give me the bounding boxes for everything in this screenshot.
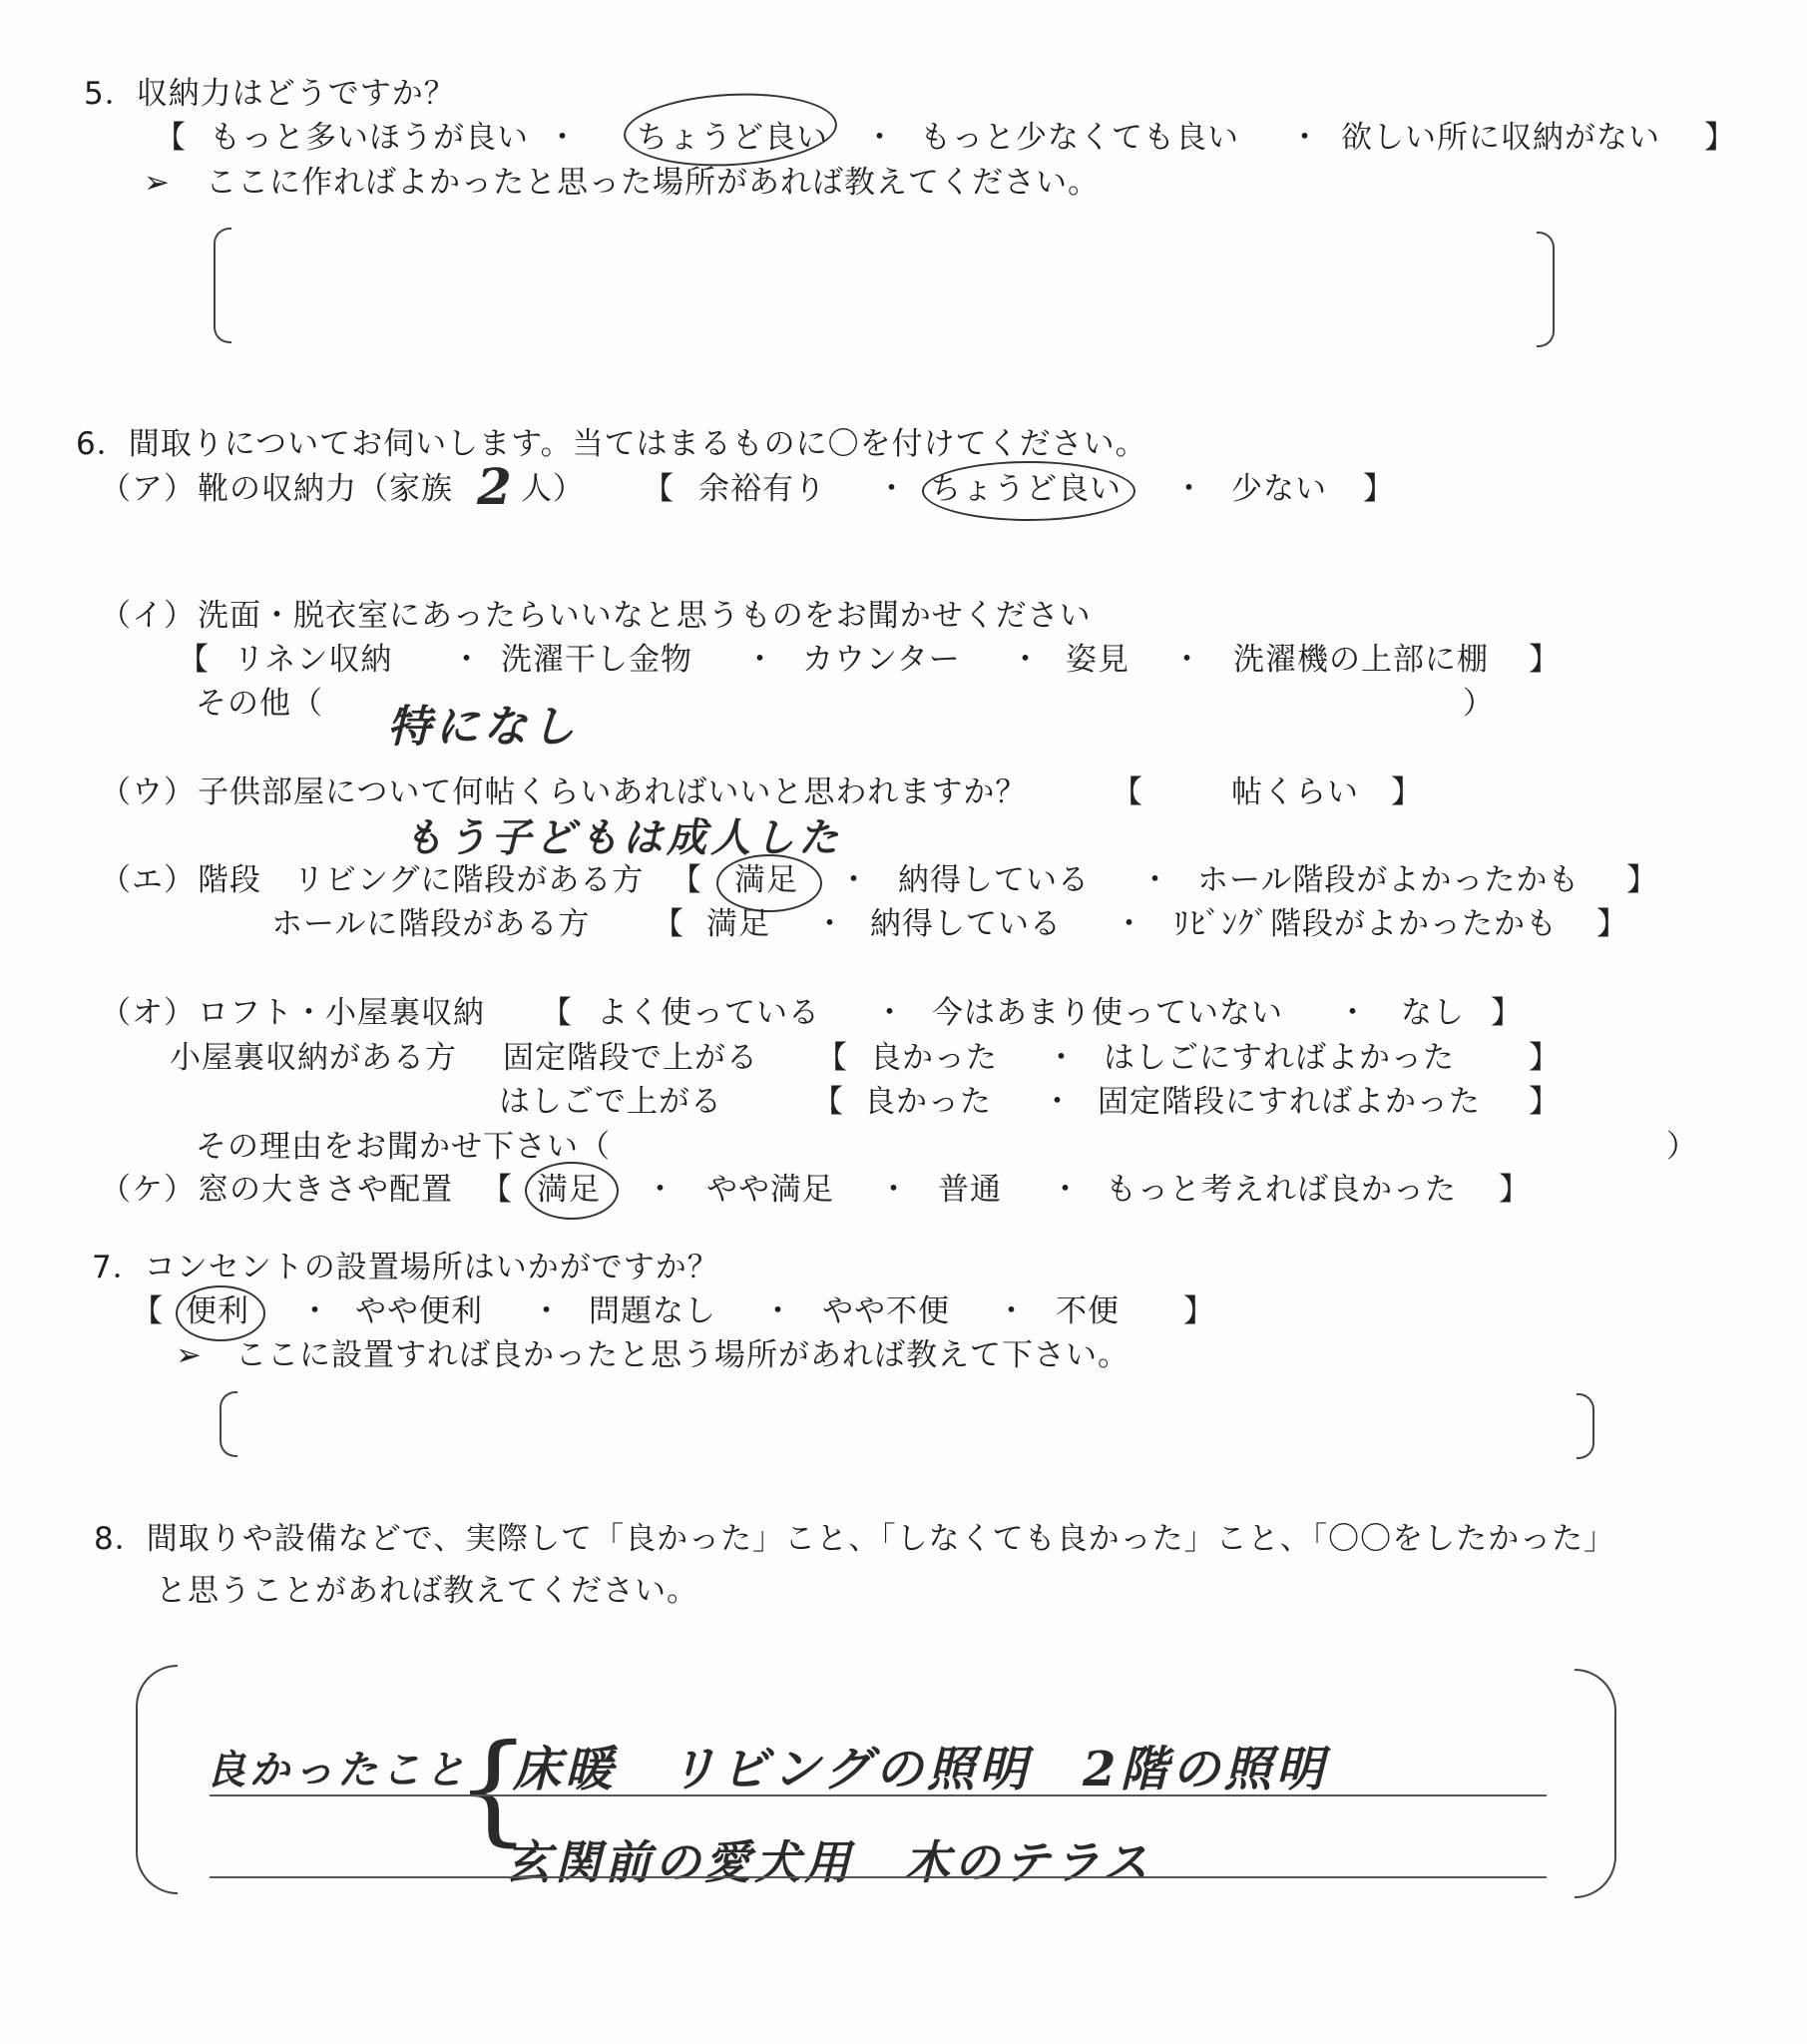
q6o-reason-close: ） [1666,1129,1698,1165]
q6a-question-before: 靴の収納力（家族 [198,471,453,507]
q6o-fixed-option-1[interactable]: 良かった [870,1040,998,1076]
q7-answer-bracket-right [1577,1393,1594,1459]
q7-option-4[interactable]: やや不便 [822,1293,950,1329]
q6i-sep: ・ [1171,642,1203,678]
q6o-bracket-open: 【 [541,995,573,1031]
q6e-sep: ・ [814,906,846,942]
q7-option-2[interactable]: やや便利 [355,1293,483,1329]
q8-answer-rule-1 [210,1794,1547,1796]
q6ke-option-2[interactable]: やや満足 [706,1172,834,1208]
q6ke-bracket-close: 】 [1499,1172,1531,1208]
q8-title-line1: 8．間取りや設備などで、実際して「良かった」こと、「しなくても良かった」こと、「〇〇をしたかった」 [94,1521,1616,1557]
q6-title: 6．間取りについてお伺いします。当てはまるものに〇を付けてください。 [76,426,1147,462]
q6u-label: （ウ） [100,774,196,810]
q6ke-option-4[interactable]: もっと考えれば良かった [1106,1172,1457,1208]
q7-selection-circle [176,1285,265,1341]
q6u-note[interactable]: もう子どもは成人した [403,814,842,861]
q6o-ladder-option-1[interactable]: 良かった [864,1084,992,1120]
q8-answer-bracket-right [1575,1669,1616,1898]
q7-prompt: ここに設置すれば良かったと思う場所があれば教えて下さい。 [235,1337,1129,1373]
q5-bracket-close: 】 [1704,120,1736,156]
q6ke-sep: ・ [645,1172,677,1208]
q6o-fixed-option-2[interactable]: はしごにすればよかった [1104,1040,1455,1076]
q6ke-bracket-open: 【 [481,1172,513,1208]
q6e-sep: ・ [1139,862,1171,898]
q6a-family-count[interactable]: 2 [477,457,516,516]
q5-sep: ・ [547,120,579,156]
q7-option-5[interactable]: 不便 [1056,1293,1120,1329]
q6u-question: 子供部屋について何帖くらいあればいいと思われますか？ [198,774,1028,810]
q7-option-3[interactable]: 問題なし [589,1293,716,1329]
q6o-bracket-close: 】 [1491,995,1523,1031]
q6i-other-close: ） [1463,686,1495,722]
q6u-bracket-open: 【 [1112,774,1143,810]
q6i-other-label: その他（ [196,686,323,722]
q6a-sep: ・ [1173,471,1205,507]
q6e-row2-option-3[interactable]: ﾘﾋﾞﾝｸﾞ階段がよかったかも [1173,906,1558,942]
q6o-sep: ・ [1046,1040,1078,1076]
q6i-sep: ・ [744,642,776,678]
q6o-label: （オ） [100,995,196,1031]
q6o-ladder-label: はしごで上がる [499,1084,722,1120]
q5-option-2[interactable]: ちょうど良い [637,120,828,156]
q6o-ladder-option-2[interactable]: 固定階段にすればよかった [1098,1084,1481,1120]
q6a-sep: ・ [876,471,908,507]
q5-option-3[interactable]: もっと少なくても良い [920,120,1239,156]
q5-bracket-open: 【 [155,120,187,156]
q6o-ladder-bracket-close: 】 [1529,1084,1561,1120]
q6e-row1-prefix: 階段 リビングに階段がある方 [198,862,645,898]
q6i-option-3[interactable]: カウンター [802,642,961,678]
q6e-row2-prefix: ホールに階段がある方 [271,906,591,942]
q7-sep: ・ [762,1293,794,1329]
q6e-row2-bracket-close: 】 [1596,906,1628,942]
q6o-ladder-bracket-open: 【 [812,1084,844,1120]
q6e-row1-bracket-open: 【 [671,862,702,898]
q6i-option-1[interactable]: リネン収納 [233,642,393,678]
q6ke-question: 窓の大きさや配置 [198,1172,453,1208]
q6a-bracket-open: 【 [643,471,675,507]
q5-option-1[interactable]: もっと多いほうが良い [210,120,529,156]
q5-prompt: ここに作ればよかったと思った場所があれば教えてください。 [206,165,1100,201]
q6e-row2-option-1[interactable]: 満足 [706,906,770,942]
q6i-bracket-open: 【 [178,642,210,678]
q6e-row1-bracket-close: 】 [1626,862,1658,898]
q5-sep: ・ [864,120,896,156]
q6o-sub-prefix: 小屋裏収納がある方 [170,1040,457,1076]
q7-answer-field[interactable] [224,1393,1577,1453]
q7-title: 7．コンセントの設置場所はいかがですか？ [92,1250,719,1285]
q6i-other-answer[interactable]: 特になし [387,702,579,753]
q8-answer-bracket-left [136,1665,178,1894]
q6o-reason-label: その理由をお聞かせ下さい（ [196,1129,611,1165]
q7-sep: ・ [299,1293,331,1329]
q6e-sep: ・ [1114,906,1145,942]
q6o-fixed-bracket-open: 【 [816,1040,848,1076]
q8-answer-line2[interactable]: 玄関前の愛犬用 木のテラス [505,1835,1152,1889]
q6i-option-2[interactable]: 洗濯干し金物 [501,642,692,678]
q5-answer-field[interactable] [218,232,1537,339]
q6i-option-4[interactable]: 姿見 [1066,642,1129,678]
q6e-sep: ・ [838,862,870,898]
q6i-label: （イ） [100,598,196,634]
q6o-option-2[interactable]: 今はあまり使っていない [932,995,1283,1031]
q5-answer-bracket-right [1537,232,1555,347]
q7-bracket-close: 】 [1183,1293,1215,1329]
q6a-option-1[interactable]: 余裕有り [698,471,826,507]
q6o-fixed-bracket-close: 】 [1529,1040,1561,1076]
q6i-sep: ・ [451,642,483,678]
q7-bracket-open: 【 [132,1293,164,1329]
q6ke-selection-circle [525,1162,619,1220]
q8-title-line2: と思うことがあれば教えてください。 [156,1573,698,1609]
q6a-bracket-close: 】 [1363,471,1395,507]
q6e-label: （エ） [100,862,196,898]
q6e-row2-option-2[interactable]: 納得している [870,906,1062,942]
q6ke-option-3[interactable]: 普通 [938,1172,1002,1208]
q6o-sep: ・ [1042,1084,1074,1120]
q8-answer-label: 良かったこと [206,1747,469,1793]
q5-arrow-icon: ➢ [144,165,171,201]
q6e-row1-option-1[interactable]: 満足 [734,862,798,898]
q6a-label: （ア） [100,471,196,507]
q8-answer-rule-2 [210,1876,1547,1878]
q6a-option-3[interactable]: 少ない [1231,471,1327,507]
q6o-option-1[interactable]: よく使っている [597,995,820,1031]
q6o-sep: ・ [1337,995,1369,1031]
q6ke-sep: ・ [878,1172,910,1208]
q7-option-1[interactable]: 便利 [186,1293,249,1329]
q6e-row1-option-2[interactable]: 納得している [898,862,1090,898]
q6o-question: ロフト・小屋裏収納 [198,995,485,1031]
q5-selection-circle [622,88,838,171]
q6e-row2-bracket-open: 【 [653,906,684,942]
q8-answer-line1[interactable]: 床暖 リビングの照明 2階の照明 [513,1742,1328,1797]
q8-answer-brace: { [455,1720,536,1858]
q7-arrow-icon: ➢ [176,1337,203,1373]
q6a-option-2[interactable]: ちょうど良い [930,471,1122,507]
q6i-bracket-close: 】 [1529,642,1561,678]
q6ke-label: （ケ） [100,1172,196,1208]
q6a-question-after: 人） [521,471,585,507]
q6u-unit: 帖くらい [1231,774,1359,810]
q6a-selection-circle [922,461,1135,521]
q6u-bracket-close: 】 [1391,774,1423,810]
q5-title: 5．収納力はどうですか？ [84,76,456,112]
q6o-option-3[interactable]: なし [1401,995,1465,1031]
q5-sep: ・ [1289,120,1321,156]
q6ke-sep: ・ [1050,1172,1082,1208]
q6o-sep: ・ [874,995,906,1031]
q7-sep: ・ [531,1293,563,1329]
q6ke-option-1[interactable]: 満足 [537,1172,601,1208]
q6i-option-5[interactable]: 洗濯機の上部に棚 [1233,642,1489,678]
q7-sep: ・ [996,1293,1028,1329]
q6e-row1-option-3[interactable]: ホール階段がよかったかも [1197,862,1581,898]
q6o-fixed-label: 固定階段で上がる [503,1040,758,1076]
q6i-sep: ・ [1010,642,1042,678]
q6i-question: 洗面・脱衣室にあったらいいなと思うものをお聞かせください [198,598,1092,634]
q5-option-4[interactable]: 欲しい所に収納がない [1341,120,1660,156]
